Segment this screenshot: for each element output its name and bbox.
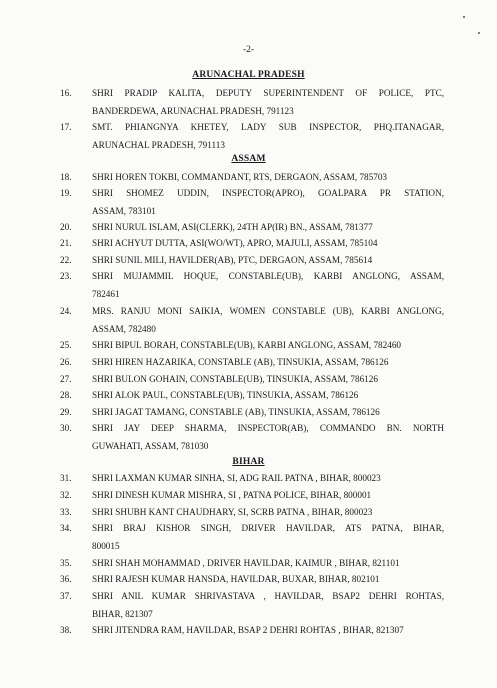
item-text-line: ASSAM, 782480 xyxy=(92,324,156,334)
item-number: 26. xyxy=(60,357,72,367)
item-number: 23. xyxy=(60,271,72,281)
item-number: 27. xyxy=(60,374,72,384)
item-number: 24. xyxy=(60,306,72,316)
item-text xyxy=(92,184,444,220)
item-text xyxy=(92,486,444,504)
item-text-line: SMT. PHIANGNYA KHETEY, LADY SUB INSPECTOR, PHQ.ITANAGAR, xyxy=(92,122,444,132)
section-heading: ASSAM xyxy=(231,154,266,164)
item-number: 31. xyxy=(60,473,72,483)
item-text-line: SHRI PRADIP KALITA, DEPUTY SUPERINTENDENT OF POLICE, PTC, xyxy=(92,88,444,98)
item-number: 20. xyxy=(60,222,72,232)
item-text xyxy=(92,118,444,154)
item-number: 18. xyxy=(60,172,72,182)
item-text-line: BIHAR, 821307 xyxy=(92,609,153,619)
item-number: 33. xyxy=(60,507,72,517)
item-text xyxy=(92,587,444,623)
scan-speck xyxy=(463,16,465,18)
item-text-line: SHRI MUJAMMIL HOQUE, CONSTABLE(UB), KARBI ANGLONG, ASSAM, xyxy=(92,271,444,281)
item-number: 19. xyxy=(60,188,72,198)
item-number: 29. xyxy=(60,407,72,417)
item-text-line: SHRI JAGAT TAMANG, CONSTABLE (AB), TINSUKIA, ASSAM, 786126 xyxy=(92,407,380,417)
item-text-line: SHRI BIPUL BORAH, CONSTABLE(UB), KARBI ANGLONG, ASSAM, 782460 xyxy=(92,340,402,350)
item-text xyxy=(92,267,444,303)
item-text-line: SHRI HIREN HAZARIKA, CONSTABLE (AB), TINSUKIA, ASSAM, 786126 xyxy=(92,357,389,367)
item-number: 28. xyxy=(60,390,72,400)
item-text xyxy=(92,336,444,354)
item-text xyxy=(92,234,444,252)
item-text-line: SHRI DINESH KUMAR MISHRA, SI , PATNA POLICE, BIHAR, 800001 xyxy=(92,490,372,500)
section-heading: BIHAR xyxy=(232,457,265,467)
section-heading: ARUNACHAL PRADESH xyxy=(192,70,305,80)
item-text-line: SHRI ALOK PAUL, CONSTABLE(UB), TINSUKIA, ASSAM, 786126 xyxy=(92,390,359,400)
item-text-line: SHRI BULON GOHAIN, CONSTABLE(UB), TINSUKIA, ASSAM, 786126 xyxy=(92,374,378,384)
page-number: -2- xyxy=(242,45,255,55)
item-number: 35. xyxy=(60,558,72,568)
item-text-line: MRS. RANJU MONI SAIKIA, WOMEN CONSTABLE (UB), KARBI ANGLONG, xyxy=(92,306,444,316)
item-text-line: SHRI BRAJ KISHOR SINGH, DRIVER HAVILDAR, ATS PATNA, BIHAR, xyxy=(92,523,444,533)
item-text-line: SHRI ACHYUT DUTTA, ASI(WO/WT), APRO, MAJULI, ASSAM, 785104 xyxy=(92,238,378,248)
item-number: 22. xyxy=(60,255,72,265)
item-number: 36. xyxy=(60,574,72,584)
item-text xyxy=(92,621,444,639)
item-text-line: 800015 xyxy=(92,541,120,551)
item-text-line: SHRI SHAH MOHAMMAD , DRIVER HAVILDAR, KAIMUR , BIHAR, 821101 xyxy=(92,558,400,568)
item-text xyxy=(92,84,444,120)
item-text-line: SHRI HOREN TOKBI, COMMANDANT, RTS, DERGAON, ASSAM, 785703 xyxy=(92,172,388,182)
item-text xyxy=(92,386,444,404)
item-number: 21. xyxy=(60,238,72,248)
item-text-line: BANDERDEWA, ARUNACHAL PRADESH, 791123 xyxy=(92,106,294,116)
item-text-line: 782461 xyxy=(92,289,120,299)
item-text-line: SHRI ANIL KUMAR SHRIVASTAVA , HAVILDAR, BSAP2 DEHRI ROHTAS, xyxy=(92,591,444,601)
item-text-line: SHRI LAXMAN KUMAR SINHA, SI, ADG RAIL PATNA , BIHAR, 800023 xyxy=(92,473,381,483)
item-text xyxy=(92,419,444,455)
item-number: 38. xyxy=(60,625,72,635)
item-number: 32. xyxy=(60,490,72,500)
item-text-line: SHRI SUNIL MILI, HAVILDER(AB), PTC, DERGAON, ASSAM, 785614 xyxy=(92,255,373,265)
item-text xyxy=(92,519,444,555)
item-text-line: GUWAHATI, ASSAM, 781030 xyxy=(92,441,209,451)
scan-speck xyxy=(478,32,480,34)
item-number: 30. xyxy=(60,423,72,433)
item-text-line: ARUNACHAL PRADESH, 791113 xyxy=(92,140,225,150)
item-text xyxy=(92,570,444,588)
item-text-line: ASSAM, 783101 xyxy=(92,206,156,216)
item-text xyxy=(92,469,444,487)
item-text-line: SHRI JAY DEEP SHARMA, INSPECTOR(AB), COMMANDO BN. NORTH xyxy=(92,423,444,433)
item-number: 16. xyxy=(60,88,72,98)
item-text-line: SHRI NURUL ISLAM, ASI(CLERK), 24TH AP(IR) BN., ASSAM, 781377 xyxy=(92,222,373,232)
item-number: 17. xyxy=(60,122,72,132)
item-text-line: SHRI JITENDRA RAM, HAVILDAR, BSAP 2 DEHRI ROHTAS , BIHAR, 821307 xyxy=(92,625,404,635)
item-number: 25. xyxy=(60,340,72,350)
item-text-line: SHRI RAJESH KUMAR HANSDA, HAVILDAR, BUXAR, BIHAR, 802101 xyxy=(92,574,380,584)
item-number: 34. xyxy=(60,523,72,533)
item-text-line: SHRI SHUBH KANT CHAUDHARY, SI, SCRB PATNA , BIHAR, 800023 xyxy=(92,507,373,517)
item-text xyxy=(92,353,444,371)
item-number: 37. xyxy=(60,591,72,601)
item-text xyxy=(92,302,444,338)
item-text-line: SHRI SHOMEZ UDDIN, INSPECTOR(APRO), GOALPARA PR STATION, xyxy=(92,188,444,198)
